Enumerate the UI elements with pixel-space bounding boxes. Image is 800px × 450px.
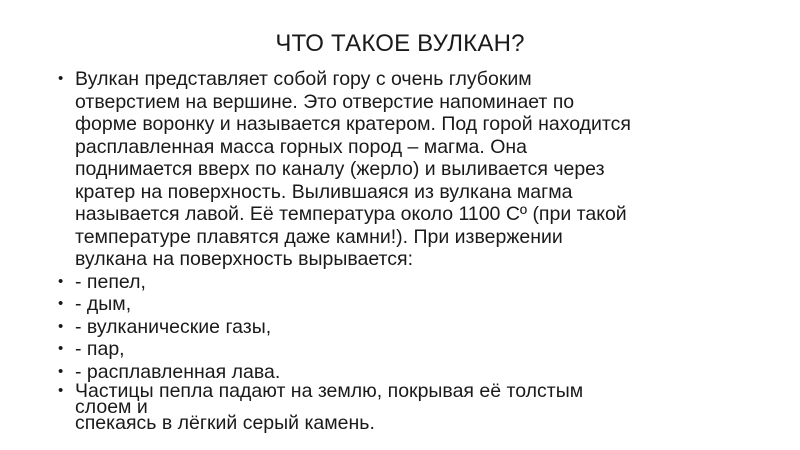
paragraph-line: кратер на поверхность. Вылившаяся из вулкана магма [75, 180, 573, 203]
paragraph-line: • Вулкан представляет собой гору с очень глубоким [75, 68, 532, 90]
paragraph-line: вулкана на поверхность вырывается: [75, 248, 413, 270]
paragraph-line: слоем и [75, 396, 148, 418]
list-item: • - расплавленная лава. [58, 361, 758, 384]
paragraph-line: спекаясь в лёгкий серый камень. [75, 412, 375, 434]
list-item: • - вулканические газы, [58, 316, 758, 339]
list-item: • - пар, [58, 338, 758, 361]
paragraph-line: расплавленная масса горных пород – магма. Она [75, 135, 528, 158]
paragraph-line: отверстием на вершине. Это отверстие напоминает по [75, 90, 575, 113]
bullet-paragraph [58, 68, 758, 271]
list-item: • - дым, [58, 293, 758, 316]
paragraph-line: • Частицы пепла падают на землю, покрывая её толстым [75, 380, 584, 402]
slide-body [58, 68, 758, 434]
paragraph-line: температуре плавятся даже камни!). При извержении [75, 225, 563, 248]
paragraph-line: называется лавой. Её температура около 1100 Сº (при такой [75, 203, 627, 225]
list-item: • - пепел, [58, 271, 758, 294]
slide-title: ЧТО ТАКОЕ ВУЛКАН? [275, 30, 525, 57]
bullet-last-paragraph [58, 380, 758, 434]
paragraph-line: форме воронку и называется кратером. Под горой находится [75, 113, 631, 135]
paragraph-line: поднимается вверх по каналу (жерло) и выливается через [75, 158, 605, 180]
